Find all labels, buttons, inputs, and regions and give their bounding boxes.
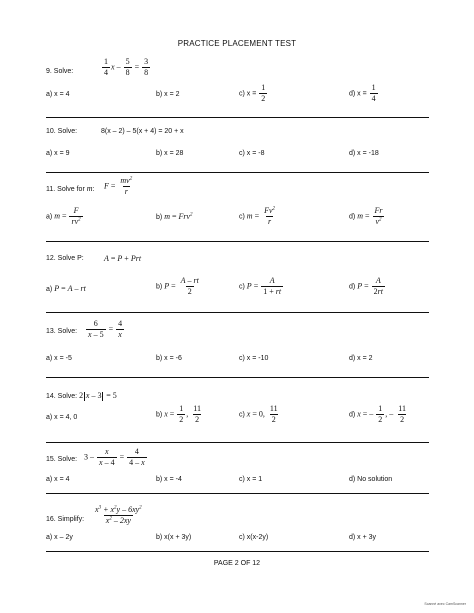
answer-11c[interactable]: c) m = $\frac{Fv^2}{r}$ bbox=[239, 206, 276, 226]
answer-15a[interactable]: a) x = 4 bbox=[46, 476, 70, 483]
answer-11a[interactable]: a) m = $\frac{F}{rv^2}$ bbox=[46, 206, 81, 226]
question-13-equation: $\frac{6}{x - 5}$ = $\frac{4}{x}$ bbox=[88, 319, 123, 339]
answer-16a[interactable]: a) x – 2y bbox=[46, 534, 73, 541]
answer-11d[interactable]: d) m = $\frac{Fr}{v^2}$ bbox=[349, 206, 383, 226]
divider bbox=[46, 117, 429, 118]
answer-14b[interactable]: b) x = $\frac{1}{2}$ , $\frac{11}{2}$ bbox=[156, 404, 201, 424]
answer-12c[interactable]: c) P = $\frac{A}{1 + rt}$ bbox=[239, 276, 282, 296]
answer-9b[interactable]: b) x = 2 bbox=[156, 91, 180, 98]
divider bbox=[46, 241, 429, 242]
question-9-label: 9. Solve: bbox=[46, 68, 74, 75]
answer-10c[interactable]: c) x = -8 bbox=[239, 150, 265, 157]
answer-10d[interactable]: d) x = -18 bbox=[349, 150, 379, 157]
divider bbox=[46, 442, 429, 443]
divider bbox=[46, 312, 429, 313]
answer-10a[interactable]: a) x = 9 bbox=[46, 150, 70, 157]
answer-11b[interactable]: b) m = Frv$^2$ bbox=[156, 212, 193, 221]
answer-16c[interactable]: c) x(x-2y) bbox=[239, 534, 269, 541]
answer-15d[interactable]: d) No solution bbox=[349, 476, 393, 483]
answer-16d[interactable]: d) x + 3y bbox=[349, 534, 377, 541]
question-16-label: 16. Simplify: bbox=[46, 516, 85, 523]
question-16-equation: $\frac{x^3 + x^2y - 6xy^2}{x^2 - 2xy}$ bbox=[95, 505, 142, 525]
answer-9c[interactable]: c) x = $\frac{1}{2}$ bbox=[239, 83, 266, 103]
question-12-equation: A = P + Prt bbox=[104, 254, 142, 263]
divider bbox=[46, 493, 429, 494]
divider bbox=[46, 377, 429, 378]
question-13-label: 13. Solve: bbox=[46, 328, 78, 335]
page-number: PAGE 2 OF 12 bbox=[213, 560, 261, 567]
question-10-equation: 8(x – 2) – 5(x + 4) = 20 + x bbox=[101, 128, 184, 135]
question-10-label: 10. Solve: bbox=[46, 128, 78, 135]
answer-12d[interactable]: d) P = $\frac{A}{2rt}$ bbox=[349, 276, 383, 296]
question-9-equation: $\frac{1}{4}$ x – $\frac{5}{8}$ = $\frac{3}{8}$ bbox=[104, 57, 149, 77]
answer-9d[interactable]: d) x = $\frac{1}{4}$ bbox=[349, 83, 376, 103]
answer-13d[interactable]: d) x = 2 bbox=[349, 355, 373, 362]
question-15-label: 15. Solve: bbox=[46, 456, 78, 463]
answer-15b[interactable]: b) x = -4 bbox=[156, 476, 182, 483]
answer-14d[interactable]: d) x = – $\frac{1}{2}$ , – $\frac{11}{2}$ bbox=[349, 404, 406, 424]
answer-10b[interactable]: b) x = 28 bbox=[156, 150, 184, 157]
answer-16b[interactable]: b) x(x + 3y) bbox=[156, 534, 192, 541]
answer-13b[interactable]: b) x = -6 bbox=[156, 355, 182, 362]
divider bbox=[46, 551, 429, 552]
answer-13a[interactable]: a) x = -5 bbox=[46, 355, 72, 362]
answer-9a[interactable]: a) x = 4 bbox=[46, 91, 70, 98]
question-15-equation: 3 – $\frac{x}{x - 4}$ = $\frac{4}{4 - x}$ bbox=[84, 447, 145, 467]
page-title: PRACTICE PLACEMENT TEST bbox=[177, 39, 297, 48]
answer-14a[interactable]: a) x = 4, 0 bbox=[46, 414, 78, 421]
divider bbox=[46, 172, 429, 173]
scanner-watermark: Scanné avec CamScanner bbox=[424, 602, 466, 606]
answer-13c[interactable]: c) x = -10 bbox=[239, 355, 269, 362]
question-14-label: 14. Solve: 2 x – 3 = 5 bbox=[46, 391, 117, 400]
answer-12a[interactable]: a) P = A – rt bbox=[46, 284, 86, 293]
answer-12b[interactable]: b) P = $\frac{A - rt}{2}$ bbox=[156, 276, 199, 296]
answer-15c[interactable]: c) x = 1 bbox=[239, 476, 263, 483]
question-11-label: 11. Solve for m: bbox=[46, 184, 95, 193]
answer-14c[interactable]: c) x = 0, $\frac{11}{2}$ bbox=[239, 404, 278, 424]
question-12-label: 12. Solve P: bbox=[46, 255, 84, 262]
question-11-equation: F = $\frac{mv^2}{r}$ bbox=[104, 176, 133, 196]
